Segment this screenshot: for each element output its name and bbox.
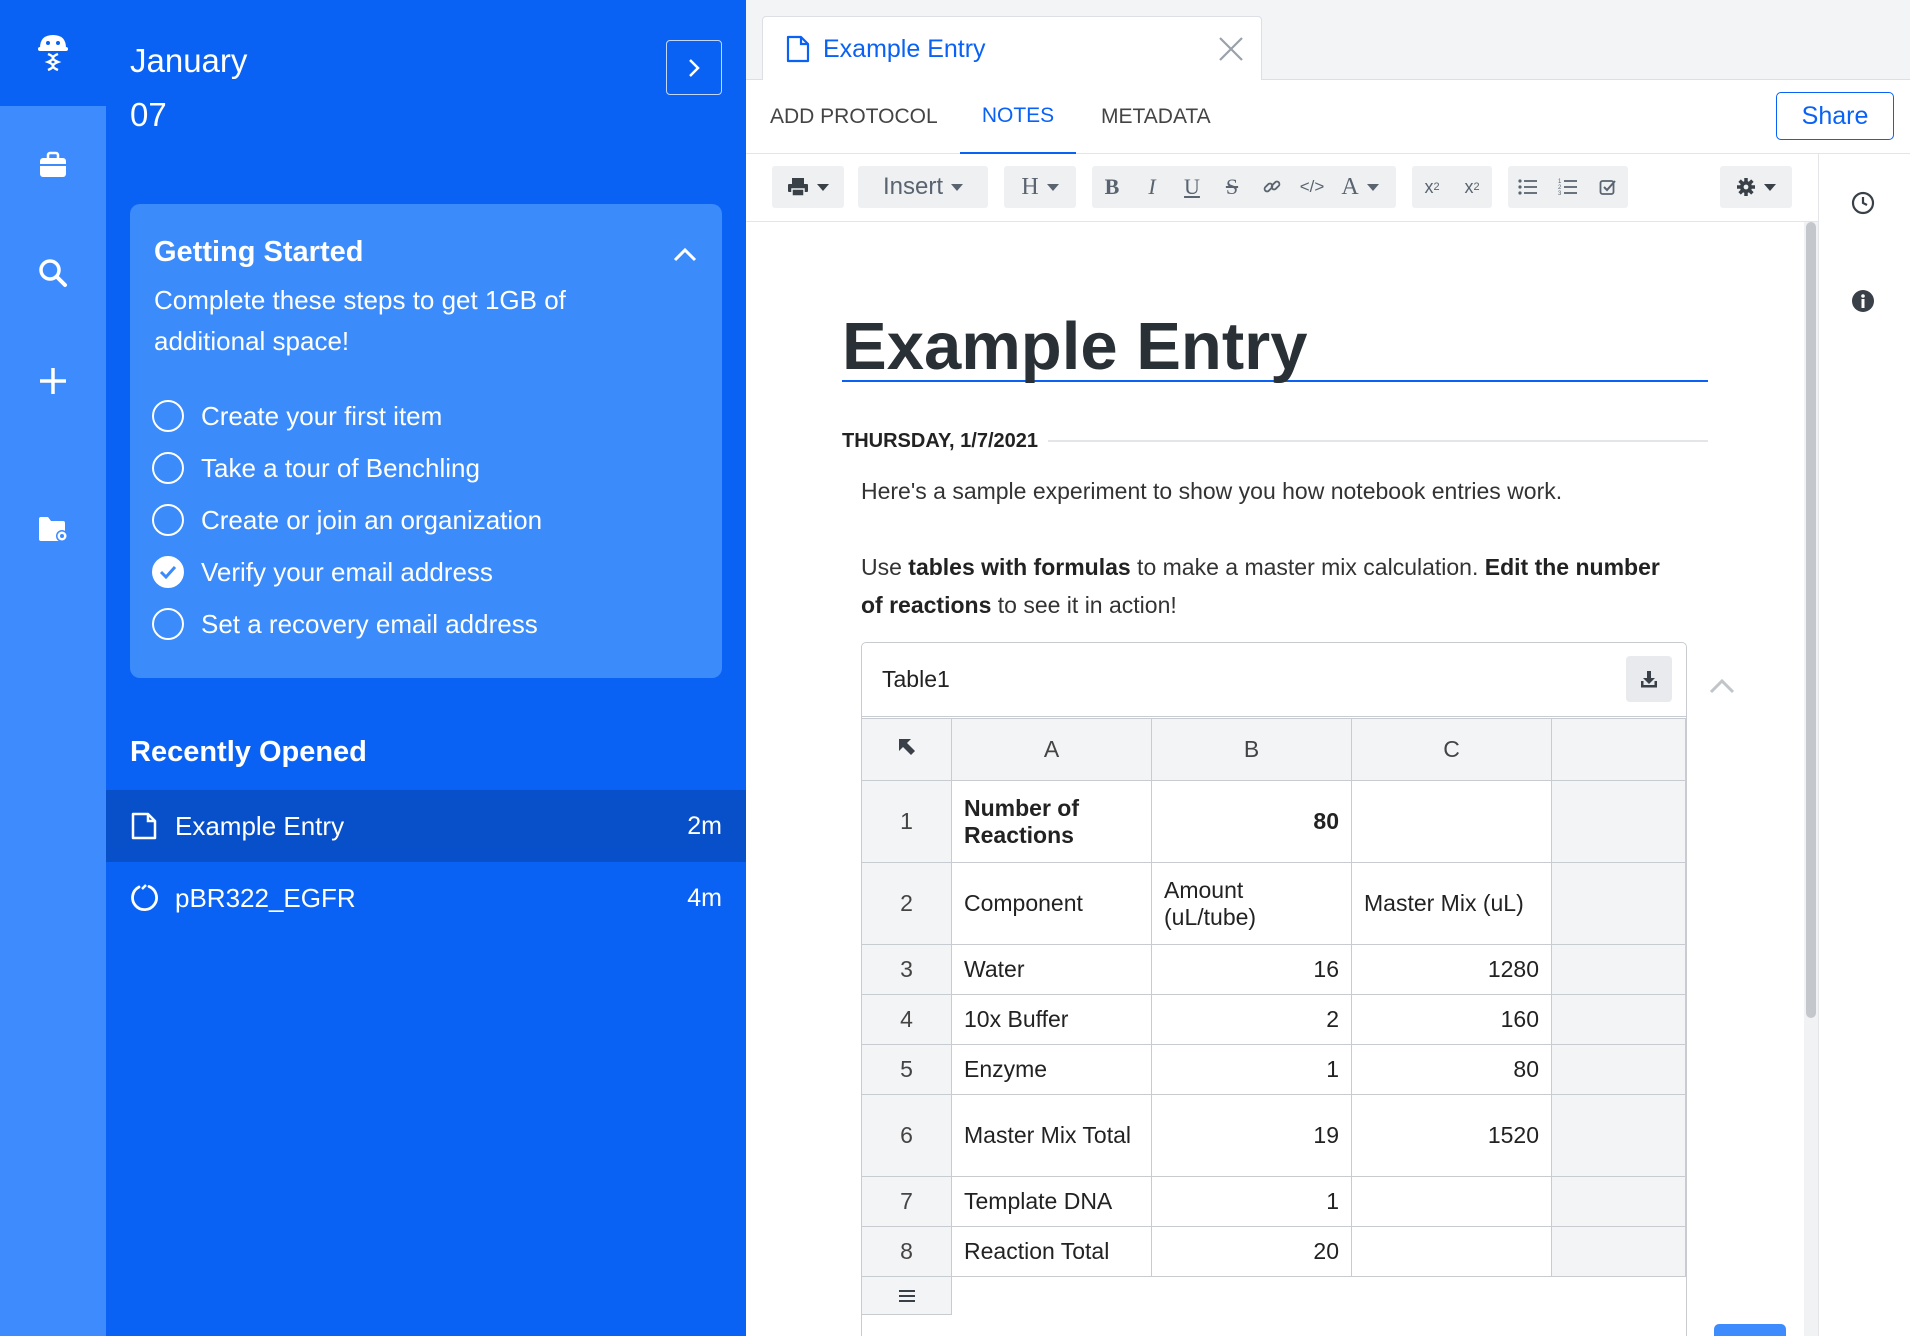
chevron-up-icon (1707, 674, 1737, 696)
row-number[interactable]: 2 (862, 863, 952, 945)
empty-column-cell (1552, 863, 1686, 945)
column-header[interactable]: C (1352, 719, 1552, 781)
recent-item-time: 2m (687, 811, 722, 840)
bold-icon[interactable]: B (1104, 174, 1120, 199)
right-utility-column (1818, 154, 1910, 1336)
table-cell[interactable]: Master Mix (uL) (1352, 863, 1552, 945)
collapse-getting-started-button[interactable] (670, 242, 700, 266)
empty-column-cell (1552, 945, 1686, 995)
floating-action-button[interactable] (1714, 1324, 1786, 1336)
empty-column-cell (1552, 719, 1686, 781)
recent-item-pbr322[interactable] (106, 862, 746, 934)
table-row (862, 945, 1686, 995)
share-button[interactable]: Share (1776, 92, 1894, 140)
table-cell[interactable]: 1 (1152, 1045, 1352, 1095)
link-icon[interactable] (1252, 166, 1292, 208)
table-row (862, 1227, 1686, 1277)
table-cell[interactable]: Enzyme (952, 1045, 1152, 1095)
document-icon (130, 810, 160, 842)
step-verify-email[interactable] (152, 546, 542, 598)
step-label: Verify your email address (201, 556, 493, 587)
document-scrollbar[interactable] (1804, 222, 1818, 1336)
row-number[interactable]: 7 (862, 1177, 952, 1227)
document-icon (785, 35, 811, 63)
table-cell[interactable]: Water (952, 945, 1152, 995)
table-cell[interactable]: 160 (1352, 995, 1552, 1045)
column-header[interactable]: B (1152, 719, 1352, 781)
bullet-list-icon[interactable] (1508, 166, 1548, 208)
step-take-tour[interactable] (152, 442, 542, 494)
bold-text-run: Edit the number of reactions (861, 554, 1660, 618)
step-checkbox[interactable] (152, 504, 184, 536)
strikethrough-icon[interactable]: S (1225, 174, 1239, 199)
scrollbar-thumb[interactable] (1806, 222, 1816, 1018)
projects-icon[interactable] (0, 130, 106, 200)
chevron-up-icon (670, 242, 700, 266)
gear-icon (1736, 177, 1756, 197)
select-all-cell[interactable] (862, 719, 952, 781)
svg-text:2: 2 (1558, 185, 1562, 191)
tab-add-protocol[interactable]: ADD PROTOCOL (770, 105, 938, 128)
icon-rail (0, 0, 106, 1336)
checklist-icon[interactable] (1588, 166, 1628, 208)
table-row (862, 1095, 1686, 1177)
svg-text:3: 3 (1558, 191, 1562, 196)
settings-dropdown[interactable] (1720, 166, 1792, 208)
text-run: to see it in action! (991, 592, 1177, 618)
spreadsheet-table (861, 718, 1686, 1315)
empty-column-cell (1552, 1095, 1686, 1177)
tab-strip (746, 0, 1910, 80)
numbered-list-icon[interactable] (1548, 166, 1588, 208)
text-run: to make a master mix calculation. (1130, 554, 1485, 580)
table-cell[interactable]: 20 (1152, 1227, 1352, 1277)
table-name[interactable]: Table1 (882, 666, 950, 692)
history-clock-icon[interactable] (1850, 190, 1880, 220)
step-checkbox[interactable] (152, 608, 184, 640)
table-cell[interactable]: 1520 (1352, 1095, 1552, 1177)
tab-label: Example Entry (823, 34, 986, 63)
editor-toolbar (746, 154, 1818, 222)
close-icon (1218, 36, 1244, 62)
collapse-table-button[interactable] (1707, 674, 1737, 696)
empty-column-cell (1552, 781, 1686, 863)
menu-icon (898, 1289, 916, 1303)
row-number[interactable]: 4 (862, 995, 952, 1045)
row-number[interactable]: 8 (862, 1227, 952, 1277)
date-day: 07 (130, 96, 167, 133)
checkmark-icon (159, 565, 177, 579)
empty-footer-cell (952, 1277, 1686, 1315)
table-row (862, 1045, 1686, 1095)
heading-label: H (1021, 173, 1039, 200)
entry-date: THURSDAY, 1/7/2021 (842, 429, 1039, 452)
info-icon[interactable] (1850, 288, 1880, 318)
step-create-item[interactable] (152, 390, 542, 442)
step-checkbox[interactable] (152, 452, 184, 484)
table-cell[interactable]: 1280 (1352, 945, 1552, 995)
recent-item-name: pBR322_EGFR (175, 882, 356, 913)
insert-label: Insert (882, 173, 944, 200)
step-recovery-email[interactable] (152, 598, 542, 650)
shared-folder-icon[interactable] (0, 494, 106, 564)
instructions-paragraph[interactable] (861, 548, 1661, 624)
list-group (1508, 166, 1628, 208)
subscript-icon[interactable]: x 2 (1424, 176, 1440, 197)
recently-opened-heading: Recently Opened (130, 736, 367, 768)
step-label: Create or join an organization (201, 504, 543, 535)
close-tab-button[interactable] (1201, 19, 1261, 79)
date-month: January (130, 42, 248, 79)
table-cell[interactable]: Master Mix Total (952, 1095, 1152, 1177)
insert-dropdown[interactable] (858, 166, 988, 208)
table-cell[interactable]: Component (952, 863, 1152, 945)
step-checkbox[interactable] (152, 400, 184, 432)
table-cell[interactable]: Template DNA (952, 1177, 1152, 1227)
entry-title[interactable]: Example Entry (842, 314, 1708, 382)
getting-started-description: Complete these steps to get 1GB of additional space! (154, 285, 566, 356)
date-divider (1048, 440, 1708, 442)
getting-started-title: Getting Started (154, 236, 364, 268)
table-cell[interactable]: 1 (1152, 1177, 1352, 1227)
table-cell[interactable]: 19 (1152, 1095, 1352, 1177)
format-group (1092, 166, 1332, 208)
step-label: Take a tour of Benchling (201, 452, 480, 483)
row-number[interactable]: 6 (862, 1095, 952, 1177)
sidebar-panel (106, 0, 746, 1336)
heading-dropdown[interactable] (1004, 166, 1076, 208)
row-number[interactable]: 5 (862, 1045, 952, 1095)
entry-subnav (746, 80, 1910, 154)
download-table-button[interactable] (1626, 656, 1672, 702)
table-cell[interactable]: 16 (1152, 945, 1352, 995)
superscript-icon[interactable]: x 2 (1464, 176, 1480, 197)
text-run: Use (861, 554, 909, 580)
table-row (862, 863, 1686, 945)
empty-column-cell (1552, 1227, 1686, 1277)
tab-notes[interactable]: NOTES (960, 80, 1076, 154)
empty-column-cell (1552, 1177, 1686, 1227)
recent-item-example-entry[interactable] (106, 790, 746, 862)
chevron-right-icon (687, 57, 701, 79)
table-cell[interactable] (1352, 1177, 1552, 1227)
empty-column-cell (1552, 1045, 1686, 1095)
getting-started-steps (152, 390, 542, 650)
circular-dna-icon (130, 882, 160, 914)
table-cell[interactable] (1352, 781, 1552, 863)
step-label: Set a recovery email address (201, 608, 538, 639)
recent-item-time: 4m (687, 883, 722, 912)
table-cell[interactable]: Number of Reactions (952, 781, 1152, 863)
step-join-organization[interactable] (152, 494, 542, 546)
entry-date-row (842, 426, 1708, 456)
empty-column-cell (1552, 995, 1686, 1045)
plus-icon[interactable] (0, 346, 106, 416)
row-number[interactable]: 3 (862, 945, 952, 995)
table-cell[interactable]: 80 (1152, 781, 1352, 863)
table-cell[interactable]: Amount (uL/tube) (1152, 863, 1352, 945)
recent-item-name: Example Entry (175, 810, 345, 841)
code-icon[interactable]: </> (1299, 177, 1325, 196)
getting-started-card (130, 204, 722, 678)
table-row (862, 781, 1686, 863)
intro-paragraph[interactable]: Here's a sample experiment to show you how notebook entries work. (861, 478, 1563, 504)
script-group (1412, 166, 1492, 208)
table-cell[interactable]: 2 (1152, 995, 1352, 1045)
table-header (862, 643, 1686, 717)
step-checkbox-checked[interactable] (152, 556, 184, 588)
text-color-dropdown[interactable] (1324, 166, 1396, 208)
print-button[interactable] (772, 166, 844, 208)
tab-example-entry[interactable] (762, 16, 1262, 81)
printer-icon (787, 177, 809, 197)
underline-icon[interactable]: U (1184, 174, 1200, 199)
column-header[interactable]: A (952, 719, 1152, 781)
table-cell[interactable] (1352, 1227, 1552, 1277)
download-icon (1640, 670, 1658, 688)
table-cell[interactable]: 10x Buffer (952, 995, 1152, 1045)
table-row (862, 1177, 1686, 1227)
step-label: Create your first item (201, 400, 443, 431)
row-menu-button[interactable] (862, 1277, 952, 1315)
benchling-logo-icon[interactable] (0, 0, 106, 106)
font-color-icon: A (1341, 173, 1359, 200)
search-icon[interactable] (0, 238, 106, 308)
arrow-up-left-icon (897, 737, 917, 757)
italic-icon[interactable]: I (1148, 174, 1156, 199)
entry-document (746, 222, 1804, 1336)
table-row (862, 995, 1686, 1045)
table-cell[interactable]: 80 (1352, 1045, 1552, 1095)
bold-text-run: tables with formulas (908, 554, 1131, 580)
expand-panel-button[interactable] (666, 40, 722, 95)
table-cell[interactable]: Reaction Total (952, 1227, 1152, 1277)
tab-metadata[interactable]: METADATA (1101, 105, 1211, 128)
row-number[interactable]: 1 (862, 781, 952, 863)
svg-text:1: 1 (1558, 179, 1562, 185)
